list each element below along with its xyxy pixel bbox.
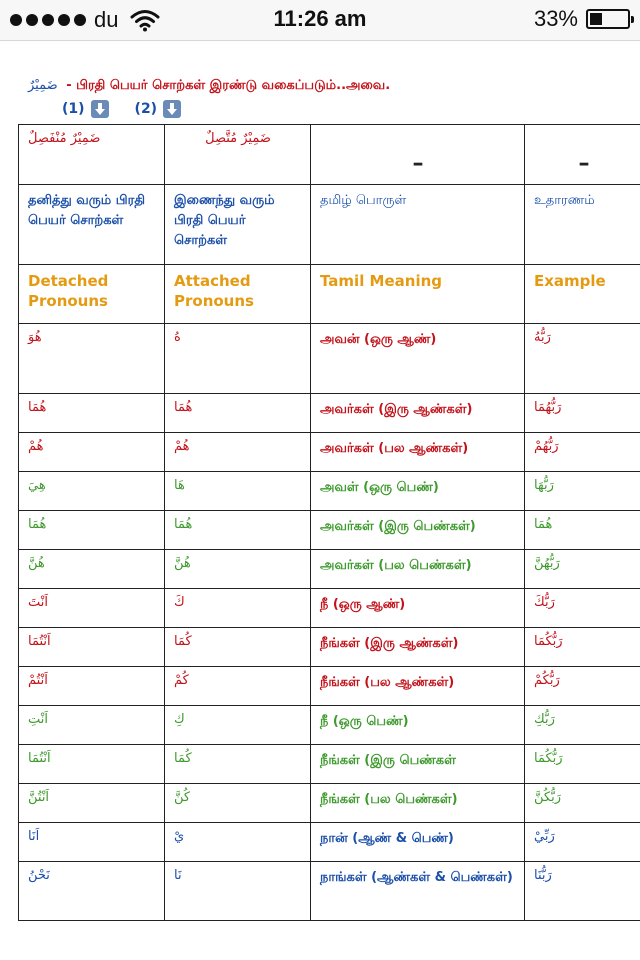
- carrier-name: du: [94, 7, 119, 32]
- header-example-english: Example: [525, 265, 640, 324]
- attached-pronoun-cell: كِ: [165, 706, 311, 745]
- attached-pronoun-cell: كَ: [165, 589, 311, 628]
- table-row: [19, 784, 640, 823]
- table-row: [19, 324, 640, 394]
- detached-pronoun-cell: اَنْتِ: [19, 706, 165, 745]
- detached-pronoun-cell: اَنْتُنَّ: [19, 784, 165, 823]
- tamil-meaning-cell: அவன் (ஒரு ஆண்): [311, 324, 525, 394]
- tamil-header-row: [19, 185, 640, 265]
- tamil-meaning-cell: அவர்கள் (இரு ஆண்கள்): [311, 394, 525, 433]
- detached-pronoun-cell: هُوَ: [19, 324, 165, 394]
- example-cell: رَبُّكُنَّ: [525, 784, 640, 823]
- attached-pronoun-cell: هُمَا: [165, 394, 311, 433]
- example-cell: رَبُّهُمَا: [525, 394, 640, 433]
- table-row: [19, 511, 640, 550]
- tamil-meaning-cell: நாங்கள் (ஆண்கள் & பெண்கள்): [311, 862, 525, 921]
- arabic-header-row: [19, 125, 640, 185]
- reference-label-2: (2): [134, 101, 158, 117]
- example-cell: رَبُّهُمْ: [525, 433, 640, 472]
- attached-pronoun-cell: نَا: [165, 862, 311, 921]
- example-cell: رَبُّكَ: [525, 589, 640, 628]
- header-detached-arabic: ضَمِيْرٌ مُنْفَصِلٌ: [19, 125, 165, 185]
- table-row: [19, 472, 640, 511]
- example-cell: رَبُّكُمْ: [525, 667, 640, 706]
- detached-pronoun-cell: هُمَا: [19, 394, 165, 433]
- detached-pronoun-cell: اَنْتُمْ: [19, 667, 165, 706]
- header-example-tamil: உதாரணம்: [525, 185, 640, 265]
- tamil-meaning-cell: நீ (ஒரு ஆண்): [311, 589, 525, 628]
- header-attached-english: Attached Pronouns: [165, 265, 311, 324]
- header-detached-english: Detached Pronouns: [19, 265, 165, 324]
- tamil-meaning-cell: நான் (ஆண் & பெண்): [311, 823, 525, 862]
- header-attached-arabic: ضَمِيْرٌ مُتَّصِلٌ: [165, 125, 311, 185]
- table-row: [19, 628, 640, 667]
- attached-pronoun-cell: كُنَّ: [165, 784, 311, 823]
- example-cell: رَبُّكُمَا: [525, 745, 640, 784]
- reference-link-1[interactable]: [62, 100, 109, 118]
- attached-pronoun-cell: هُمَا: [165, 511, 311, 550]
- heading-text: - பிரதி பெயர் சொற்கள் இரண்டு வகைப்படும்..அவை.: [66, 78, 391, 93]
- table-row: [19, 706, 640, 745]
- example-cell: رَبُّكُمَا: [525, 628, 640, 667]
- attached-pronoun-cell: كُمَا: [165, 628, 311, 667]
- tamil-meaning-cell: அவர்கள் (பல ஆண்கள்): [311, 433, 525, 472]
- tamil-meaning-cell: அவள் (ஒரு பெண்): [311, 472, 525, 511]
- download-arrow-icon[interactable]: [163, 100, 181, 118]
- detached-pronoun-cell: اَنْتُمَا: [19, 745, 165, 784]
- attached-pronoun-cell: يْ: [165, 823, 311, 862]
- attached-pronoun-cell: كُمَا: [165, 745, 311, 784]
- detached-pronoun-cell: اَنْتَ: [19, 589, 165, 628]
- clock: 11:26 am: [273, 6, 367, 31]
- detached-pronoun-cell: اَنَا: [19, 823, 165, 862]
- table-row: [19, 589, 640, 628]
- tamil-meaning-cell: அவர்கள் (இரு பெண்கள்): [311, 511, 525, 550]
- tamil-meaning-cell: நீங்கள் (இரு பெண்கள்: [311, 745, 525, 784]
- table-row: [19, 745, 640, 784]
- table-row: [19, 667, 640, 706]
- header-dash: –: [311, 125, 525, 185]
- example-cell: رَبُّنَا: [525, 862, 640, 921]
- table-row: [19, 394, 640, 433]
- detached-pronoun-cell: هُمَا: [19, 511, 165, 550]
- table-row: [19, 433, 640, 472]
- tamil-meaning-cell: நீ (ஒரு பெண்): [311, 706, 525, 745]
- attached-pronoun-cell: كُمْ: [165, 667, 311, 706]
- example-cell: رَبُّهُنَّ: [525, 550, 640, 589]
- header-meaning-english: Tamil Meaning: [311, 265, 525, 324]
- reference-link-2[interactable]: [135, 100, 182, 118]
- header-dash: –: [525, 125, 640, 185]
- example-cell: هُمَا: [525, 511, 640, 550]
- status-bar: [0, 0, 640, 41]
- tamil-meaning-cell: நீங்கள் (பல ஆண்கள்): [311, 667, 525, 706]
- status-right: [534, 6, 630, 32]
- example-cell: رَبُّكِ: [525, 706, 640, 745]
- example-cell: رَبُّهَا: [525, 472, 640, 511]
- table-row: [19, 862, 640, 921]
- reference-links: [62, 100, 181, 118]
- attached-pronoun-cell: هَا: [165, 472, 311, 511]
- attached-pronoun-cell: هُمْ: [165, 433, 311, 472]
- tamil-meaning-cell: நீங்கள் (பல பெண்கள்): [311, 784, 525, 823]
- english-header-row: [19, 265, 640, 324]
- heading-arabic-term: ضَمِيْرٌ: [28, 78, 58, 93]
- table-row: [19, 550, 640, 589]
- reference-label-1: (1): [62, 101, 85, 117]
- example-cell: رَبِّيْ: [525, 823, 640, 862]
- attached-pronoun-cell: هُ: [165, 324, 311, 394]
- battery-icon: [586, 9, 630, 29]
- tamil-meaning-cell: நீங்கள் (இரு ஆண்கள்): [311, 628, 525, 667]
- detached-pronoun-cell: نَحْنُ: [19, 862, 165, 921]
- header-attached-tamil: இணைந்து வரும் பிரதி பெயர் சொற்கள்: [165, 185, 311, 265]
- table-row: [19, 823, 640, 862]
- detached-pronoun-cell: هِيَ: [19, 472, 165, 511]
- detached-pronoun-cell: اَنْتُمَا: [19, 628, 165, 667]
- header-meaning-tamil: தமிழ் பொருள்: [311, 185, 525, 265]
- example-cell: رَبُّهُ: [525, 324, 640, 394]
- pronoun-table: [18, 124, 640, 921]
- header-detached-tamil: தனித்து வரும் பிரதி பெயர் சொற்கள்: [19, 185, 165, 265]
- battery-percentage: 33%: [533, 6, 578, 31]
- attached-pronoun-cell: هُنَّ: [165, 550, 311, 589]
- download-arrow-icon[interactable]: [91, 100, 109, 118]
- detached-pronoun-cell: هُنَّ: [19, 550, 165, 589]
- intro-heading: [28, 78, 390, 94]
- tamil-meaning-cell: அவர்கள் (பல பெண்கள்): [311, 550, 525, 589]
- detached-pronoun-cell: هُمْ: [19, 433, 165, 472]
